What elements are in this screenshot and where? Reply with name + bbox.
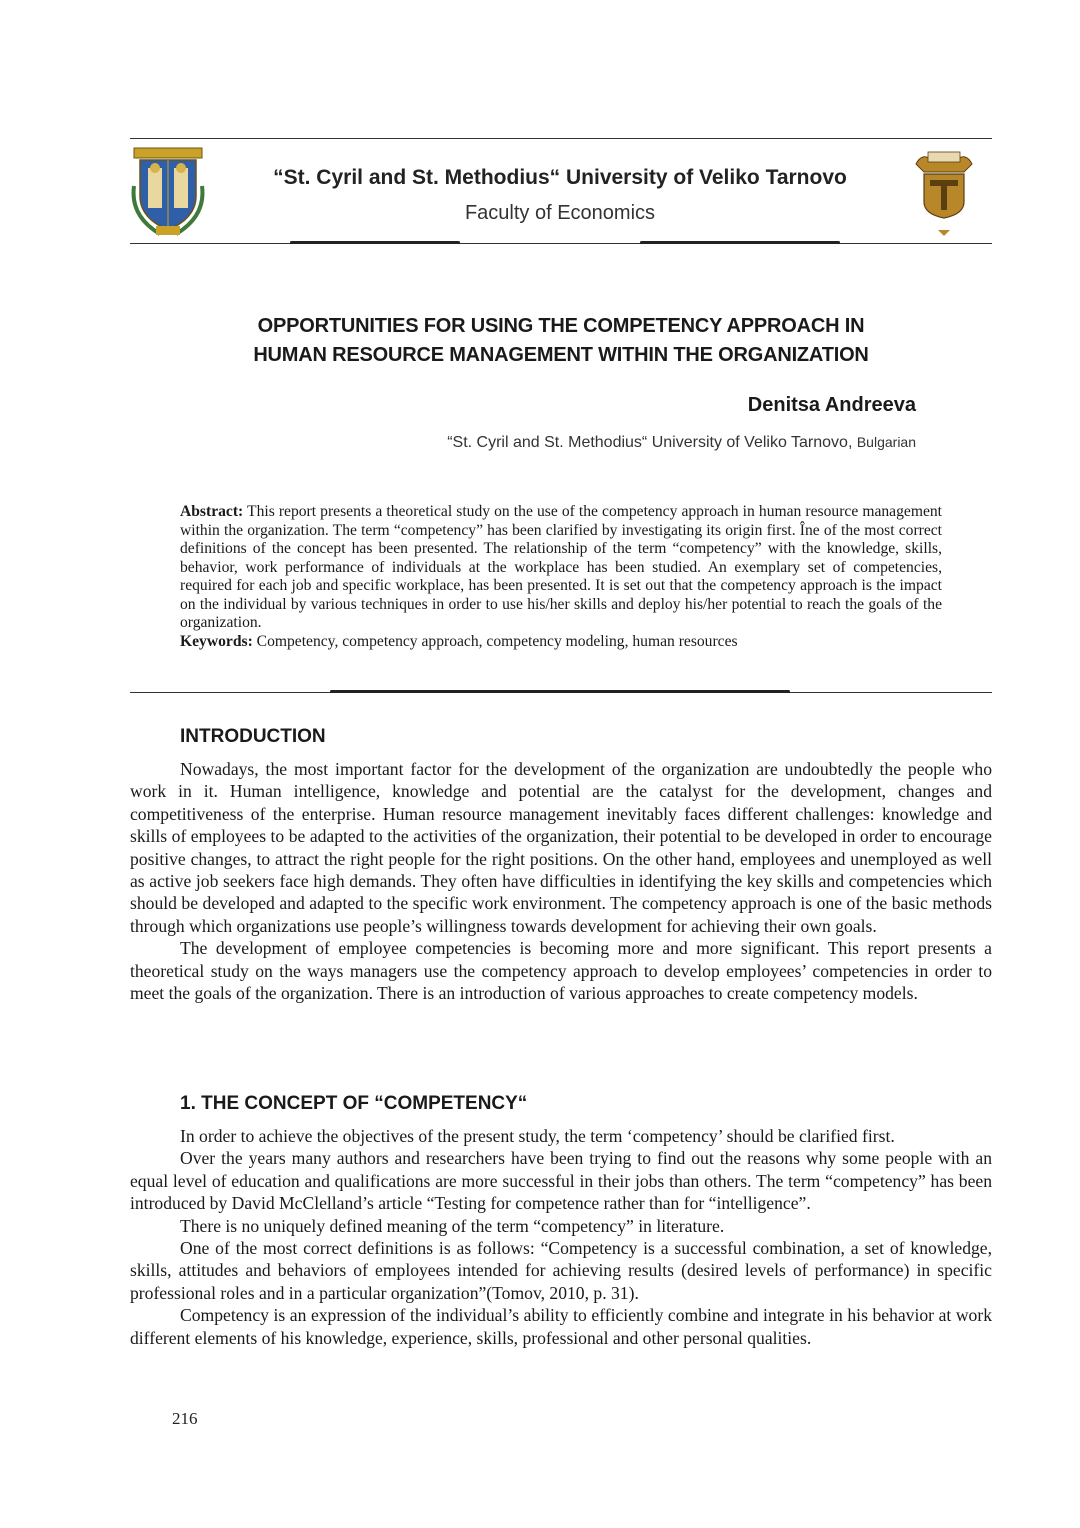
- introduction-heading: INTRODUCTION: [180, 726, 326, 747]
- paper-title-line: OPPORTUNITIES FOR USING THE COMPETENCY APPROACH IN: [257, 315, 865, 337]
- paragraph: Nowadays, the most important factor for the development of the organization are undoubtedly the people who work in it. Human intelligence, knowledge and potential are the catalyst for the development, changes and competitiveness of the enterprise. Human resource management inevitably faces different challenges: knowledge and skills of employees to be adapted to the activities of the organization, their potential to be developed in order to encourage positive changes, to attract the right people for the right positions. On the other hand, employees and unemployed as well as active job seekers face high demands. They often have difficulties in identifying the key skills and competencies which should be developed and adapted to the specific work environment. The competency approach is one of the basic methods through which organizations use people’s willingness towards development for achieving their own goals.: [130, 759, 992, 936]
- keywords-text: Competency, competency approach, competency modeling, human resources: [252, 632, 738, 650]
- faculty-emblem-icon: [912, 146, 976, 238]
- keywords-label: Keywords:: [180, 632, 253, 650]
- paper-title-line: HUMAN RESOURCE MANAGEMENT WITHIN THE ORGANIZATION: [253, 344, 869, 366]
- header-swoosh-left: [290, 241, 460, 244]
- author-affiliation: [447, 434, 916, 452]
- paragraph: In order to achieve the objectives of the present study, the term ‘competency’ should be clarified first.: [180, 1126, 895, 1146]
- faculty-name: Faculty of Economics: [464, 202, 656, 224]
- section-1-heading: 1. THE CONCEPT OF “COMPETENCY“: [180, 1093, 528, 1114]
- abstract-text: This report presents a theoretical study on the use of the competency approach in human resource management within the organization. The term “competency” has been clarified by investigating its origin first. Îne of the most correct definitions of the concept has been presented. The relationship of the term “competency” with the knowledge, skills, behavior, work performance of individuals at the workplace has been studied. An exemplary set of competencies, required for each job and specific workplace, has been presented. It is set out that the competency approach is the impact on the individual by various techniques in order to use his/her skills and deploy his/her potential to reach the goals of the organization.: [180, 503, 942, 631]
- paper-title: [130, 312, 992, 370]
- paragraph: The development of employee competencies is becoming more and more significant. This report presents a theoretical study on the ways managers use the competency approach to develop employees’ competencies in order to meet the goals of the organization. There is an introduction of various approaches to create competency models.: [130, 938, 992, 1004]
- affiliation-country: Bulgarian: [856, 434, 916, 450]
- university-crest-icon: [130, 146, 206, 238]
- paragraph: One of the most correct definitions is as follows: “Competency is a successful combination, a set of knowledge, skills, attitudes and behaviors of employees intended for achieving results (desired levels of performance) in specific professional roles and in a particular organization”(Tomov, 2010, p. 31).: [130, 1238, 992, 1303]
- header-top-rule: [130, 138, 992, 139]
- affiliation-text: “St. Cyril and St. Methodius“ University of Veliko Tarnovo,: [447, 434, 857, 451]
- author-name: Denitsa Andreeva: [747, 394, 916, 416]
- paragraph: There is no uniquely defined meaning of the term “competency” in literature.: [180, 1215, 725, 1236]
- section-1-body: [130, 1125, 992, 1349]
- abstract-label: Abstract:: [180, 503, 244, 520]
- header-swoosh-right: [640, 241, 840, 244]
- abstract: [180, 503, 942, 651]
- page-number: 216: [172, 1409, 198, 1428]
- paragraph: Over the years many authors and researchers have been trying to find out the reasons why some people with an equal level of education and qualifications are more successful in their jobs than others. The term “competency” has been introduced by David McClelland’s article “Testing for competence rather than for “intelligence”.: [130, 1148, 992, 1214]
- introduction-body: [130, 758, 992, 1004]
- university-name: “St. Cyril and St. Methodius“ University of Veliko Tarnovo: [273, 166, 847, 189]
- paragraph: Competency is an expression of the individual’s ability to efficiently combine and integrate in his behavior at work different elements of his knowledge, experience, skills, professional and other personal qualities.: [130, 1305, 992, 1348]
- abstract-swoosh: [330, 690, 790, 693]
- header-bottom-rule: [130, 243, 992, 244]
